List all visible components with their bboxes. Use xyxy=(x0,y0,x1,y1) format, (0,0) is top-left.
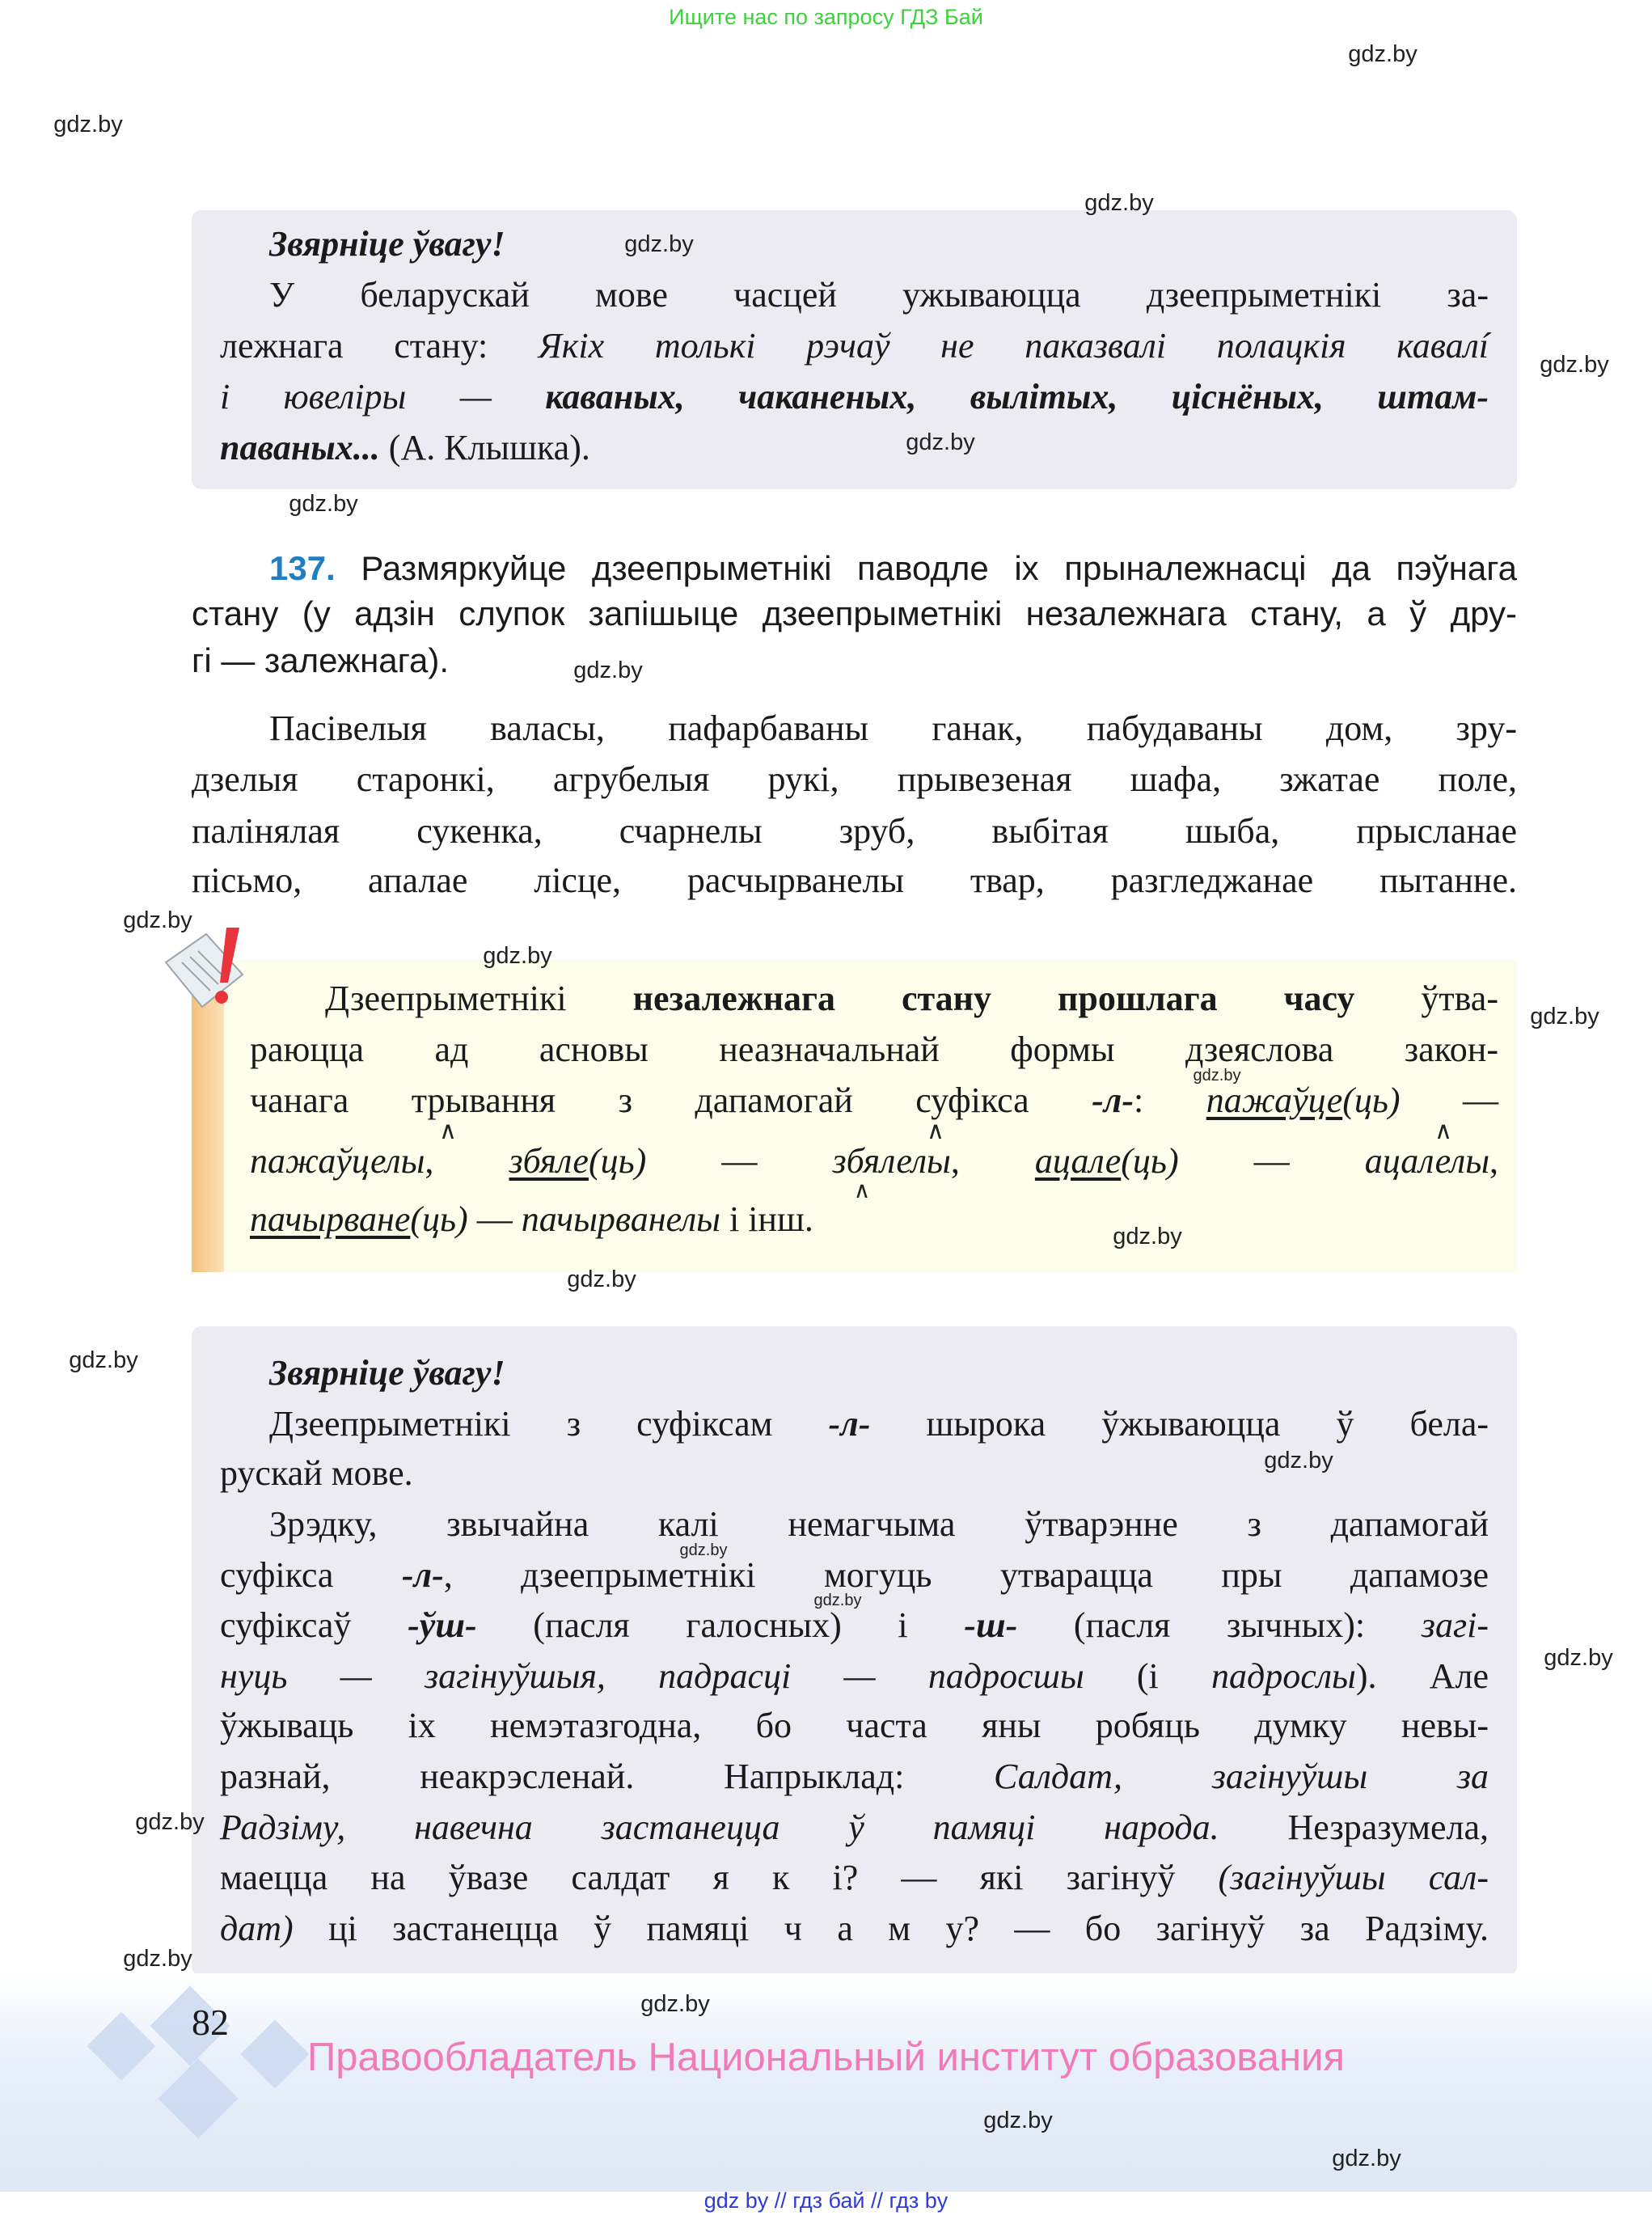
text-run: чанага трывання з дапамогай суфікса xyxy=(250,1080,1092,1120)
watermark: gdz.by xyxy=(53,112,123,137)
text-run: Звярніце ўвагу! xyxy=(269,1353,505,1393)
text-run: Салдат, загінуўшы за xyxy=(994,1757,1489,1796)
exercise-text-line xyxy=(192,811,1517,851)
text-run: Пасівелыя валасы, пафарбаваны ганак, пабудаваны дом, зру- xyxy=(269,708,1517,748)
watermark: gdz.by xyxy=(567,1266,636,1292)
attention-text-line xyxy=(220,428,590,467)
text-run: У беларускай мове часцей ужываюцца дзеепрыметнікі за- xyxy=(269,275,1489,315)
text-run: — xyxy=(1178,1141,1365,1181)
attention-text-line xyxy=(220,1605,1489,1645)
attention-text-line xyxy=(220,377,1489,416)
text-run: -ш- xyxy=(964,1605,1018,1645)
watermark: gdz.by xyxy=(289,491,358,517)
attention-text-line xyxy=(220,1808,1489,1847)
text-run: , дзеепрыметнікі могуць утварацца пры дапамозе xyxy=(443,1555,1489,1595)
text-run: — xyxy=(467,1199,522,1239)
text-run: каваных, чаканеных, вылітых, ціснёных, штам- xyxy=(545,377,1489,416)
text-run: загі- xyxy=(1421,1605,1489,1645)
attention-heading-2 xyxy=(269,1353,505,1393)
watermark: gdz.by xyxy=(1193,1066,1241,1085)
text-run: -л- xyxy=(828,1404,871,1444)
suffix-caret-mark: ∧ xyxy=(853,1177,871,1203)
text-run: (ць) xyxy=(1342,1080,1401,1120)
text-run: ўжываць іх немэтазгодна, бо часта яны робяць думку невы- xyxy=(220,1706,1489,1745)
text-run: пажаўцелы xyxy=(250,1141,425,1181)
text-run: гі — залежнага). xyxy=(192,641,450,679)
text-run: , xyxy=(1489,1141,1499,1181)
text-run: (А. Клышка). xyxy=(379,428,590,467)
text-run: ўтва- xyxy=(1354,979,1498,1018)
rule-text-line xyxy=(250,1030,1498,1069)
watermark: gdz.by xyxy=(1544,1645,1613,1671)
footer-background xyxy=(0,1973,1652,2192)
exercise-text-line xyxy=(192,759,1517,799)
watermark: gdz.by xyxy=(1530,1004,1599,1030)
text-run: — xyxy=(646,1141,833,1181)
watermark: gdz.by xyxy=(1540,352,1609,378)
attention-text-line xyxy=(220,1453,413,1493)
task-137-line xyxy=(192,641,450,679)
text-run: , xyxy=(950,1141,1035,1181)
attention-text-line xyxy=(269,1504,1489,1544)
task-137-line xyxy=(269,549,1517,587)
suffix-caret-mark: ∧ xyxy=(1434,1117,1452,1145)
task-137-line xyxy=(192,594,1517,632)
copyright-notice: Правообладатель Национальный институт образования xyxy=(307,2036,1345,2079)
text-run: збяле xyxy=(509,1141,589,1181)
watermark: gdz.by xyxy=(813,1592,862,1609)
text-run: суфікса xyxy=(220,1555,402,1595)
watermark: gdz.by xyxy=(624,231,694,257)
rule-text-line xyxy=(325,979,1498,1018)
top-search-note: Ищите нас по запросу ГДЗ Бай xyxy=(669,5,983,29)
exclamation-note-icon xyxy=(162,926,267,1023)
text-run: збялелы xyxy=(832,1141,951,1181)
text-run: лежнага стану: xyxy=(220,326,539,366)
attention-text-line xyxy=(220,1656,1489,1696)
text-run: -ўш- xyxy=(408,1605,477,1645)
watermark: gdz.by xyxy=(640,1991,710,2017)
text-run: і інш. xyxy=(720,1199,813,1239)
text-run: Зрэдку, звычайна калі немагчыма ўтварэнне з дапамогай xyxy=(269,1504,1489,1544)
suffix-caret-mark: ∧ xyxy=(439,1117,457,1145)
attention-text-line xyxy=(220,1555,1489,1595)
text-run: пачырване xyxy=(250,1199,411,1239)
text-run: падрослы xyxy=(1211,1656,1356,1696)
bottom-links[interactable]: gdz by // гдз бай // гдз by xyxy=(703,2188,949,2213)
text-run: Звярніце ўвагу! xyxy=(269,224,505,264)
text-run: (пасля зычных): xyxy=(1017,1605,1422,1645)
text-run: дзелыя старонкі, агрубелыя рукі, прывезеная шафа, зжатае поле, xyxy=(192,759,1517,799)
attention-text-line xyxy=(220,1706,1489,1745)
text-run: Дзеепрыметнікі з суфіксам xyxy=(269,1404,829,1444)
text-run: ацалелы xyxy=(1364,1141,1490,1181)
text-run: нуць — загінуўшыя, падрасці — падросшы xyxy=(220,1656,1084,1696)
watermark: gdz.by xyxy=(135,1809,205,1835)
attention-text-line xyxy=(269,1404,1489,1444)
text-run: : xyxy=(1134,1080,1206,1120)
watermark: gdz.by xyxy=(1348,41,1418,67)
text-run: -л- xyxy=(1092,1080,1134,1120)
text-run: , xyxy=(425,1141,509,1181)
text-run: і ювеліры — xyxy=(220,377,546,416)
page-number: 82 xyxy=(192,2002,229,2043)
text-run: пісьмо, апалае лісце, расчырванелы твар, разгледжанае пытанне. xyxy=(192,860,1517,900)
watermark: gdz.by xyxy=(1332,2146,1401,2171)
watermark: gdz.by xyxy=(573,657,643,683)
rule-text-line xyxy=(250,1141,1499,1181)
text-run: ). Але xyxy=(1355,1656,1489,1696)
text-run: разнай, неакрэсленай. Напрыклад: xyxy=(220,1757,995,1796)
rule-text-line xyxy=(250,1199,813,1239)
watermark: gdz.by xyxy=(123,907,192,933)
text-run: ацале xyxy=(1034,1141,1122,1181)
text-run: Радзіму, навечна застанецца ў памяці народа. xyxy=(220,1808,1219,1847)
text-run: суфіксаў xyxy=(220,1605,408,1645)
text-run: (загінуўшы сал- xyxy=(1218,1858,1489,1897)
watermark: gdz.by xyxy=(483,943,552,969)
watermark: gdz.by xyxy=(1113,1224,1182,1249)
text-run: пажаўце xyxy=(1206,1080,1343,1120)
watermark: gdz.by xyxy=(123,1946,192,1972)
text-run: (пасля галосных) і xyxy=(476,1605,965,1645)
text-run: палінялая сукенка, счарнелы зруб, выбітая шыба, прысланае xyxy=(192,811,1517,851)
text-run: 137. xyxy=(269,549,336,587)
attention-text-line xyxy=(220,1909,1489,1948)
attention-text-line xyxy=(220,1858,1489,1897)
watermark: gdz.by xyxy=(679,1541,728,1559)
text-run: -л- xyxy=(401,1555,444,1595)
attention-text-line xyxy=(269,275,1489,315)
text-run: (і xyxy=(1084,1656,1212,1696)
attention-text-line xyxy=(220,1757,1489,1796)
attention-text-line xyxy=(220,326,1489,366)
text-run: — xyxy=(1400,1080,1499,1120)
exercise-text-line xyxy=(192,860,1517,900)
text-run: незалежнага стану прошлага часу xyxy=(632,979,1355,1018)
text-run: дат) xyxy=(220,1909,294,1948)
text-run: рускай мове. xyxy=(220,1453,413,1493)
watermark: gdz.by xyxy=(906,429,975,455)
watermark: gdz.by xyxy=(1084,190,1154,216)
text-run: Якіх толькі рэчаў не паказвалі полацкія кавалí xyxy=(538,326,1489,366)
text-run: Дзеепрыметнікі xyxy=(325,979,633,1018)
text-run: Незразумела, xyxy=(1219,1808,1489,1847)
watermark: gdz.by xyxy=(69,1347,138,1373)
text-run: Размяркуйце дзеепрыметнікі паводле іх прыналежнасці да пэўнага xyxy=(335,549,1517,587)
text-run: (ць) xyxy=(588,1141,647,1181)
text-run: маецца на ўвазе салдат я к і? — які загінуў xyxy=(220,1858,1219,1897)
attention-heading-1 xyxy=(269,224,505,264)
exercise-text-line xyxy=(269,708,1517,748)
watermark: gdz.by xyxy=(983,2108,1053,2133)
text-run: пачырванелы xyxy=(521,1199,720,1239)
text-run: раюцца ад асновы неазначальнай формы дзеяслова закон- xyxy=(250,1030,1498,1069)
text-run: шырока ўжываюцца ў бела- xyxy=(870,1404,1489,1444)
text-run: (ць) xyxy=(410,1199,468,1239)
text-run: (ць) xyxy=(1121,1141,1179,1181)
suffix-caret-mark: ∧ xyxy=(927,1117,944,1145)
rule-text-line xyxy=(250,1080,1499,1120)
text-run: стану (у адзін слупок запішыце дзеепрыметнікі незалежнага стану, а ў дру- xyxy=(192,594,1517,632)
text-run: паваных... xyxy=(220,428,380,467)
watermark: gdz.by xyxy=(1264,1448,1333,1474)
text-run: ці застанецца ў памяці ч а м у? — бо загінуў за Радзіму. xyxy=(293,1909,1489,1948)
